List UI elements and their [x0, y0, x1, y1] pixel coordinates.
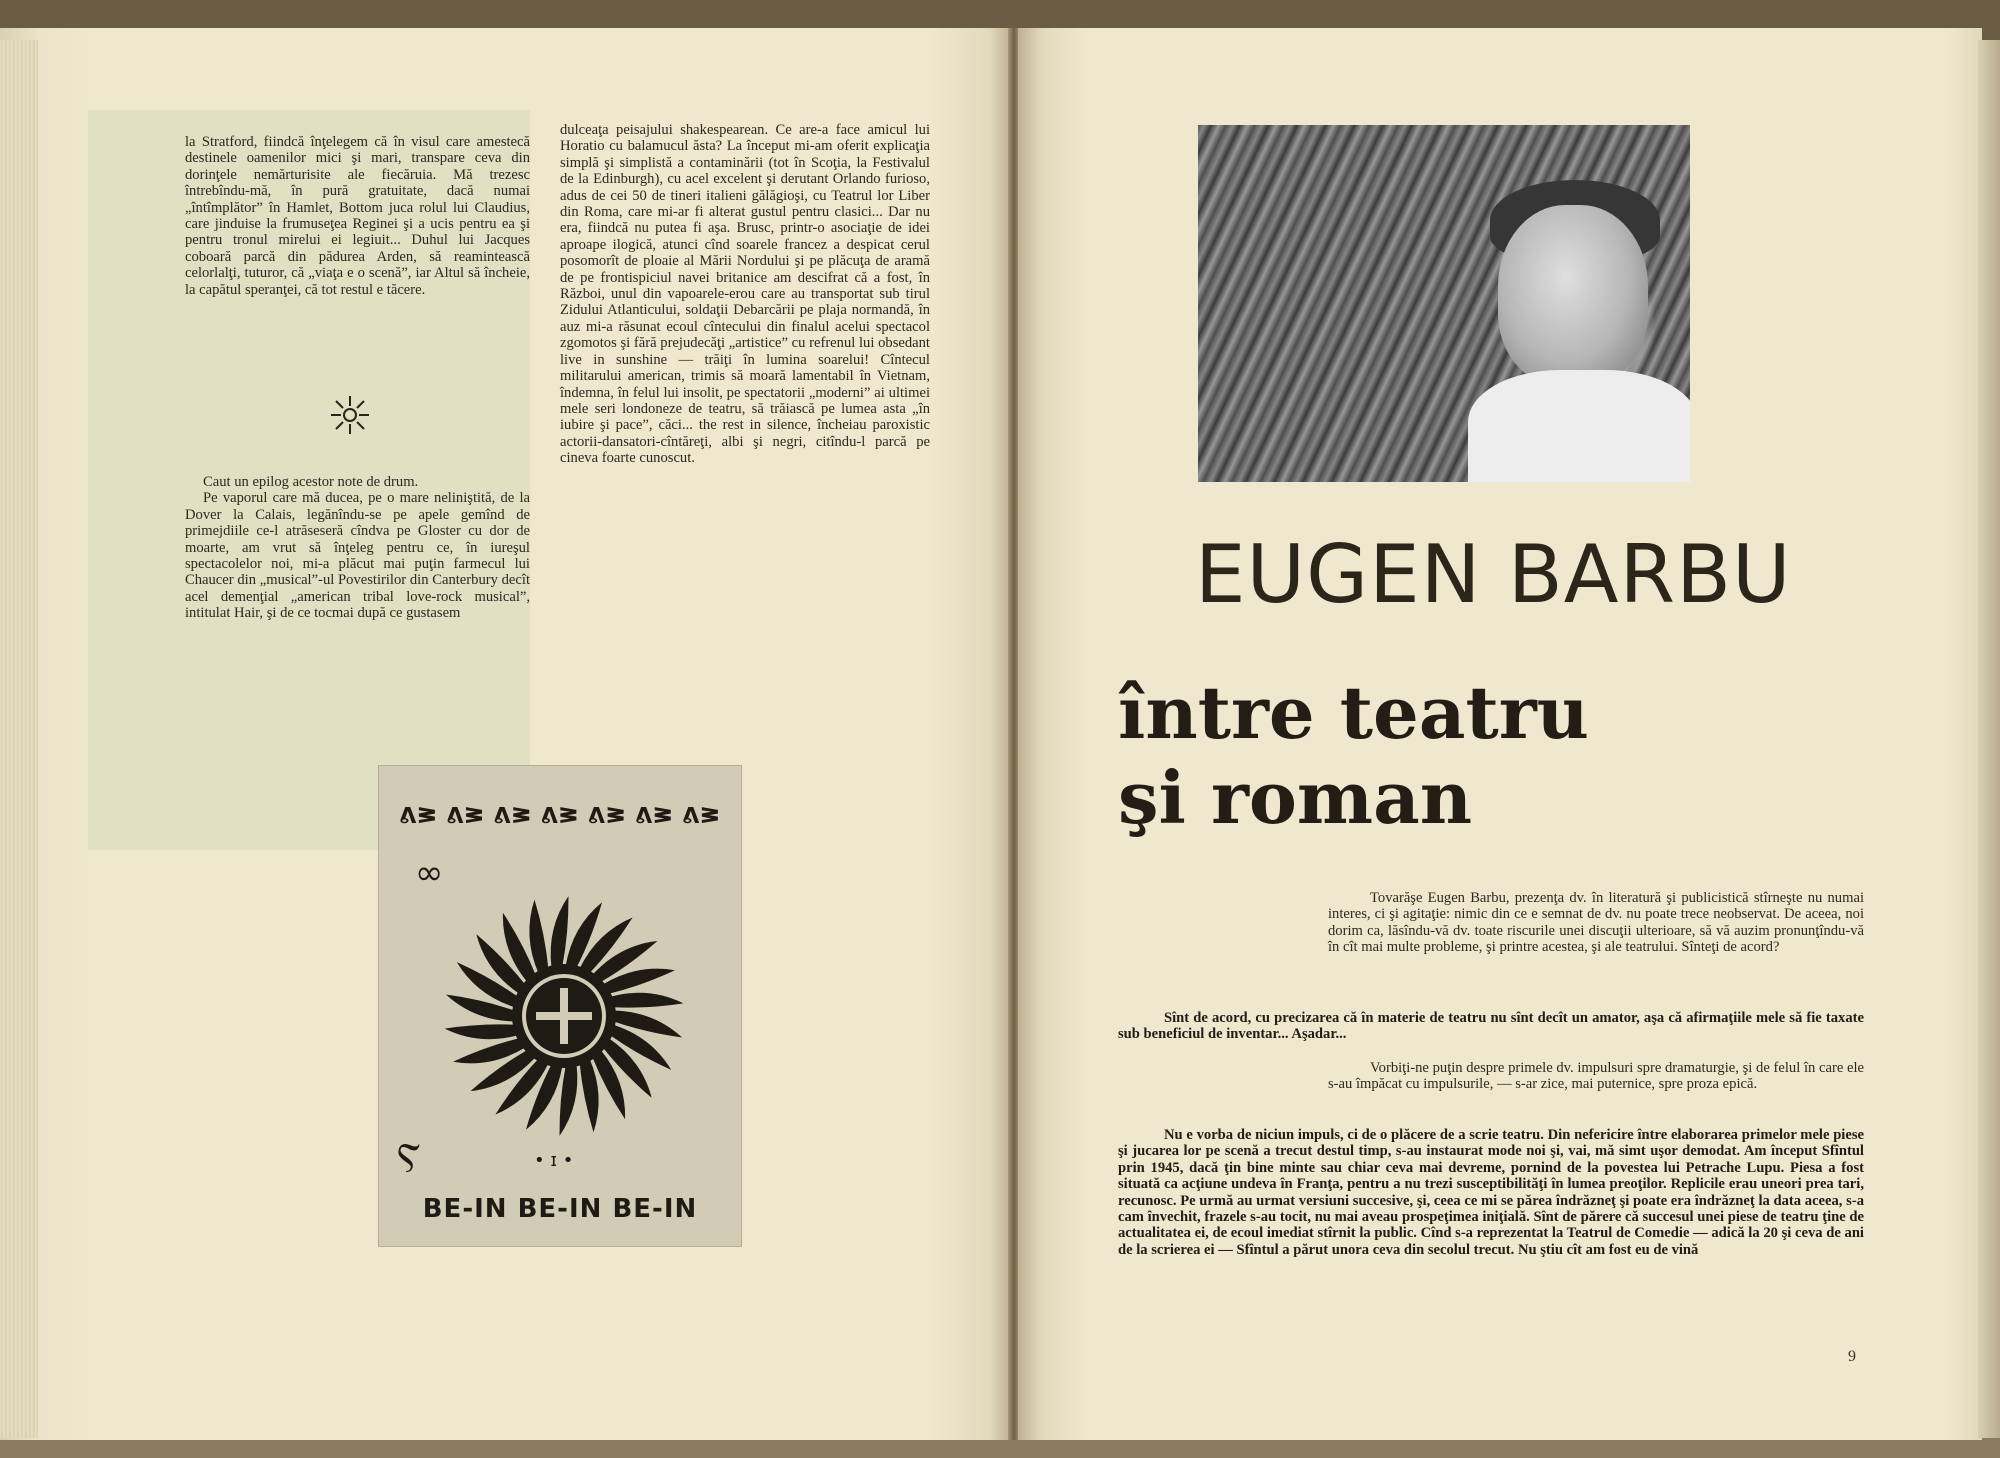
photo-face — [1498, 205, 1648, 385]
sun-cross-icon — [379, 766, 741, 1246]
interview-answer-2 — [1118, 1127, 1864, 1258]
article-title-line-2: şi roman — [1118, 755, 1473, 840]
sun-ray — [551, 896, 569, 968]
paragraph: dulceaţa peisajului shakespearean. Ce are-a face amicul lui Horatio cu balamucul ăsta? La început mi-am oferit explicaţia simplă şi simplistă a contaminării (tot în Scoţia, la Festivalul de la Edinburgh), cu acel excelent şi derutant Orlando furioso, adus de cei 50 de tineri italieni gălăgioşi, cu Teatrul lor Liber din Roma, care mi-ar fi alterat gustul pentru clasici... Dar nu era, fiindcă nu putea fi aşa. Brusc, printr-o asociaţie de idei aproape ilogică, atunci cînd soarele francez a despicat cerul posomorît de ploaie al Mării Nordului şi pe plăcuţa de aramă de pe frontispiciul navei britanice am descifrat că a fost, în Război, unul din vapoarele-erou care au transportat sub tirul Zidului Atlanticului, soldaţii Debarcării pe plaja normandă, în auz mi-a răsunat ecoul cîntecului din finalul acelui spectacol zgomotos şi fără prejudecăţi „artistice” cu refrenul lui obsedant live in sunshine — trăiţi în lumina soarelui! Cîntecul militarului american, trimis să moară lamentabil în Vietnam, îndemna, în felul lui insolit, pe spectatorii „moderni” ai ultimei mele seri londoneze de teatru, să trăiască pe lumea asta „în iubire şi pace”, căci... the rest in silence, încheiau paroxistic actorii-dansatori-cîntăreţi, albi şi negri, citîndu-l parcă pe cineva foarte cunoscut. — [560, 122, 930, 467]
sun-ray — [445, 1024, 518, 1039]
right-page-edges — [1978, 40, 2000, 1438]
paragraph: Sînt de acord, cu precizarea că în materie de teatru nu sînt decît un amator, aşa că afirmaţiile mele să fie taxate sub beneficiul de inventar... Aşadar... — [1118, 1010, 1864, 1043]
paragraph: Caut un epilog acestor note de drum. — [203, 474, 419, 490]
photo-shirt — [1468, 370, 1690, 482]
paragraph: la Stratford, fiindcă înţelegem că în visul care amestecă destinele oamenilor mici şi mari, transpare ceva din dorinţele nemărturisite ale fiecăruia. Mă trezesc întrebîndu-mă, în pură gratuitate, dacă numai „întîmplător” în Hamlet, Bottom juca rolul lui Claudius, care jinduise la frumuseţea Reginei şi a ucis pentru ea şi pentru tronul mirelui ei legiuit... Duhul lui Jacques coboară parcă din pădurea Arden, să reamintească celorlalţi, tuturor, că „viaţa e o scenă”, iar Altul să încheie, la capătul speranţei, că tot restul e tăcere. — [185, 134, 530, 298]
poster-top-glyphs: ᕕᕒ ᕕᕒ ᕕᕒ ᕕᕒ ᕕᕒ ᕕᕒ ᕕᕒ — [399, 804, 721, 829]
paragraph: Nu e vorba de niciun impuls, ci de o plăcere de a scrie teatru. Din nefericire între elaborarea primelor mele piese şi jucarea lor pe scenă a trecut destul timp, s-au instaurat mode noi şi, vai, mă simt uşor demodat. Am început Sfîntul prin 1945, dacă ţin bine minte sau chiar ceva mai devreme, pornind de la povestea lui Petrache Lupu. Piesa a fost situată ca acţiune undeva în Franţa, pentru a nu trezi susceptibilităţi în lumea preoţilor. Replicile erau uneori prea tari, recunosc. Pe urmă au urmat versiuni succesive, şi, ceea ce mi se părea îndrăzneţ şi poate era îndrăzneţ la data aceea, s-a cam învechit, frazele s-au tocit, nu mai aveau prospeţimea iniţială. Sînt de părere că succesul unei piese de teatru ţine de actualitatea ei, de ecoul imediat stîrnit la public. Cînd s-a reprezentat la Teatrul de Comedie — adică la 20 şi ceva de ani de la scrierea ei — Sfîntul a părut unora ceva din secolul trecut. Nu ştiu cît am fost eu de vină — [1118, 1127, 1864, 1258]
sun-ray — [560, 1064, 578, 1136]
paragraph: Vorbiţi-ne puţin despre primele dv. impulsuri spre dramaturgie, şi de felul în care ele s-au împăcat cu impulsurile, — s-ar zice, mai puternice, spre proza epică. — [1328, 1060, 1864, 1093]
sun-ray — [580, 1059, 599, 1132]
sun-ray — [529, 900, 548, 973]
portrait-photo — [1198, 125, 1690, 482]
interview-answer-1 — [1118, 1010, 1864, 1043]
article-author-title: EUGEN BARBU — [1195, 528, 1792, 621]
paragraph: Tovarăşe Eugen Barbu, prezenţa dv. în literatură şi publicistică stîrneşte nu numai interes, ci şi agitaţie: nimic din ce e semnat de dv. nu poate trece neobservat. De aceea, noi dorim ca, lăsîndu-vă dv. toate riscurile unei discuţii ulterioare, să vă auzim pronunţîndu-vă în cît mai multe probleme, şi printre acestea, şi ale teatrului. Sînteţi de acord? — [1328, 890, 1864, 956]
poster-caption: BE-IN BE-IN BE-IN — [422, 1194, 698, 1224]
sun-ray — [610, 993, 683, 1008]
svg-text:Ⲋ: Ⲋ — [397, 1135, 421, 1181]
left-page-edges — [0, 40, 38, 1438]
page-number: 9 — [1848, 1348, 1856, 1365]
left-column-2 — [560, 122, 930, 467]
interview-question-1 — [1328, 890, 1864, 956]
svg-text:• ɪ •: • ɪ • — [534, 1150, 574, 1171]
article-title-line-1: între teatru — [1118, 670, 1590, 755]
left-column-1-bottom — [185, 474, 530, 622]
sunburst-icon — [330, 395, 370, 435]
interview-question-2 — [1328, 1060, 1864, 1093]
left-column-1-top — [185, 134, 530, 298]
svg-text:∞: ∞ — [415, 853, 444, 893]
be-in-poster-figure — [378, 765, 742, 1247]
paragraph: Pe vaporul care mă ducea, pe o mare neliniştită, de la Dover la Calais, legănîndu-se pe apele gemînd de primejdiile ce-l atrăseseră cîndva pe Gloster cu dor de moarte, am vrut să înţeleg pentru ce, în iureşul spectacolelor noi, mi-a plăcut mai puţin farmecul lui Chaucer din „musical”-ul Povestirilor din Canterbury decît acel demenţial „american tribal love-rock musical”, intitulat Hair, şi de ce tocmai după ce gustasem — [185, 490, 530, 622]
